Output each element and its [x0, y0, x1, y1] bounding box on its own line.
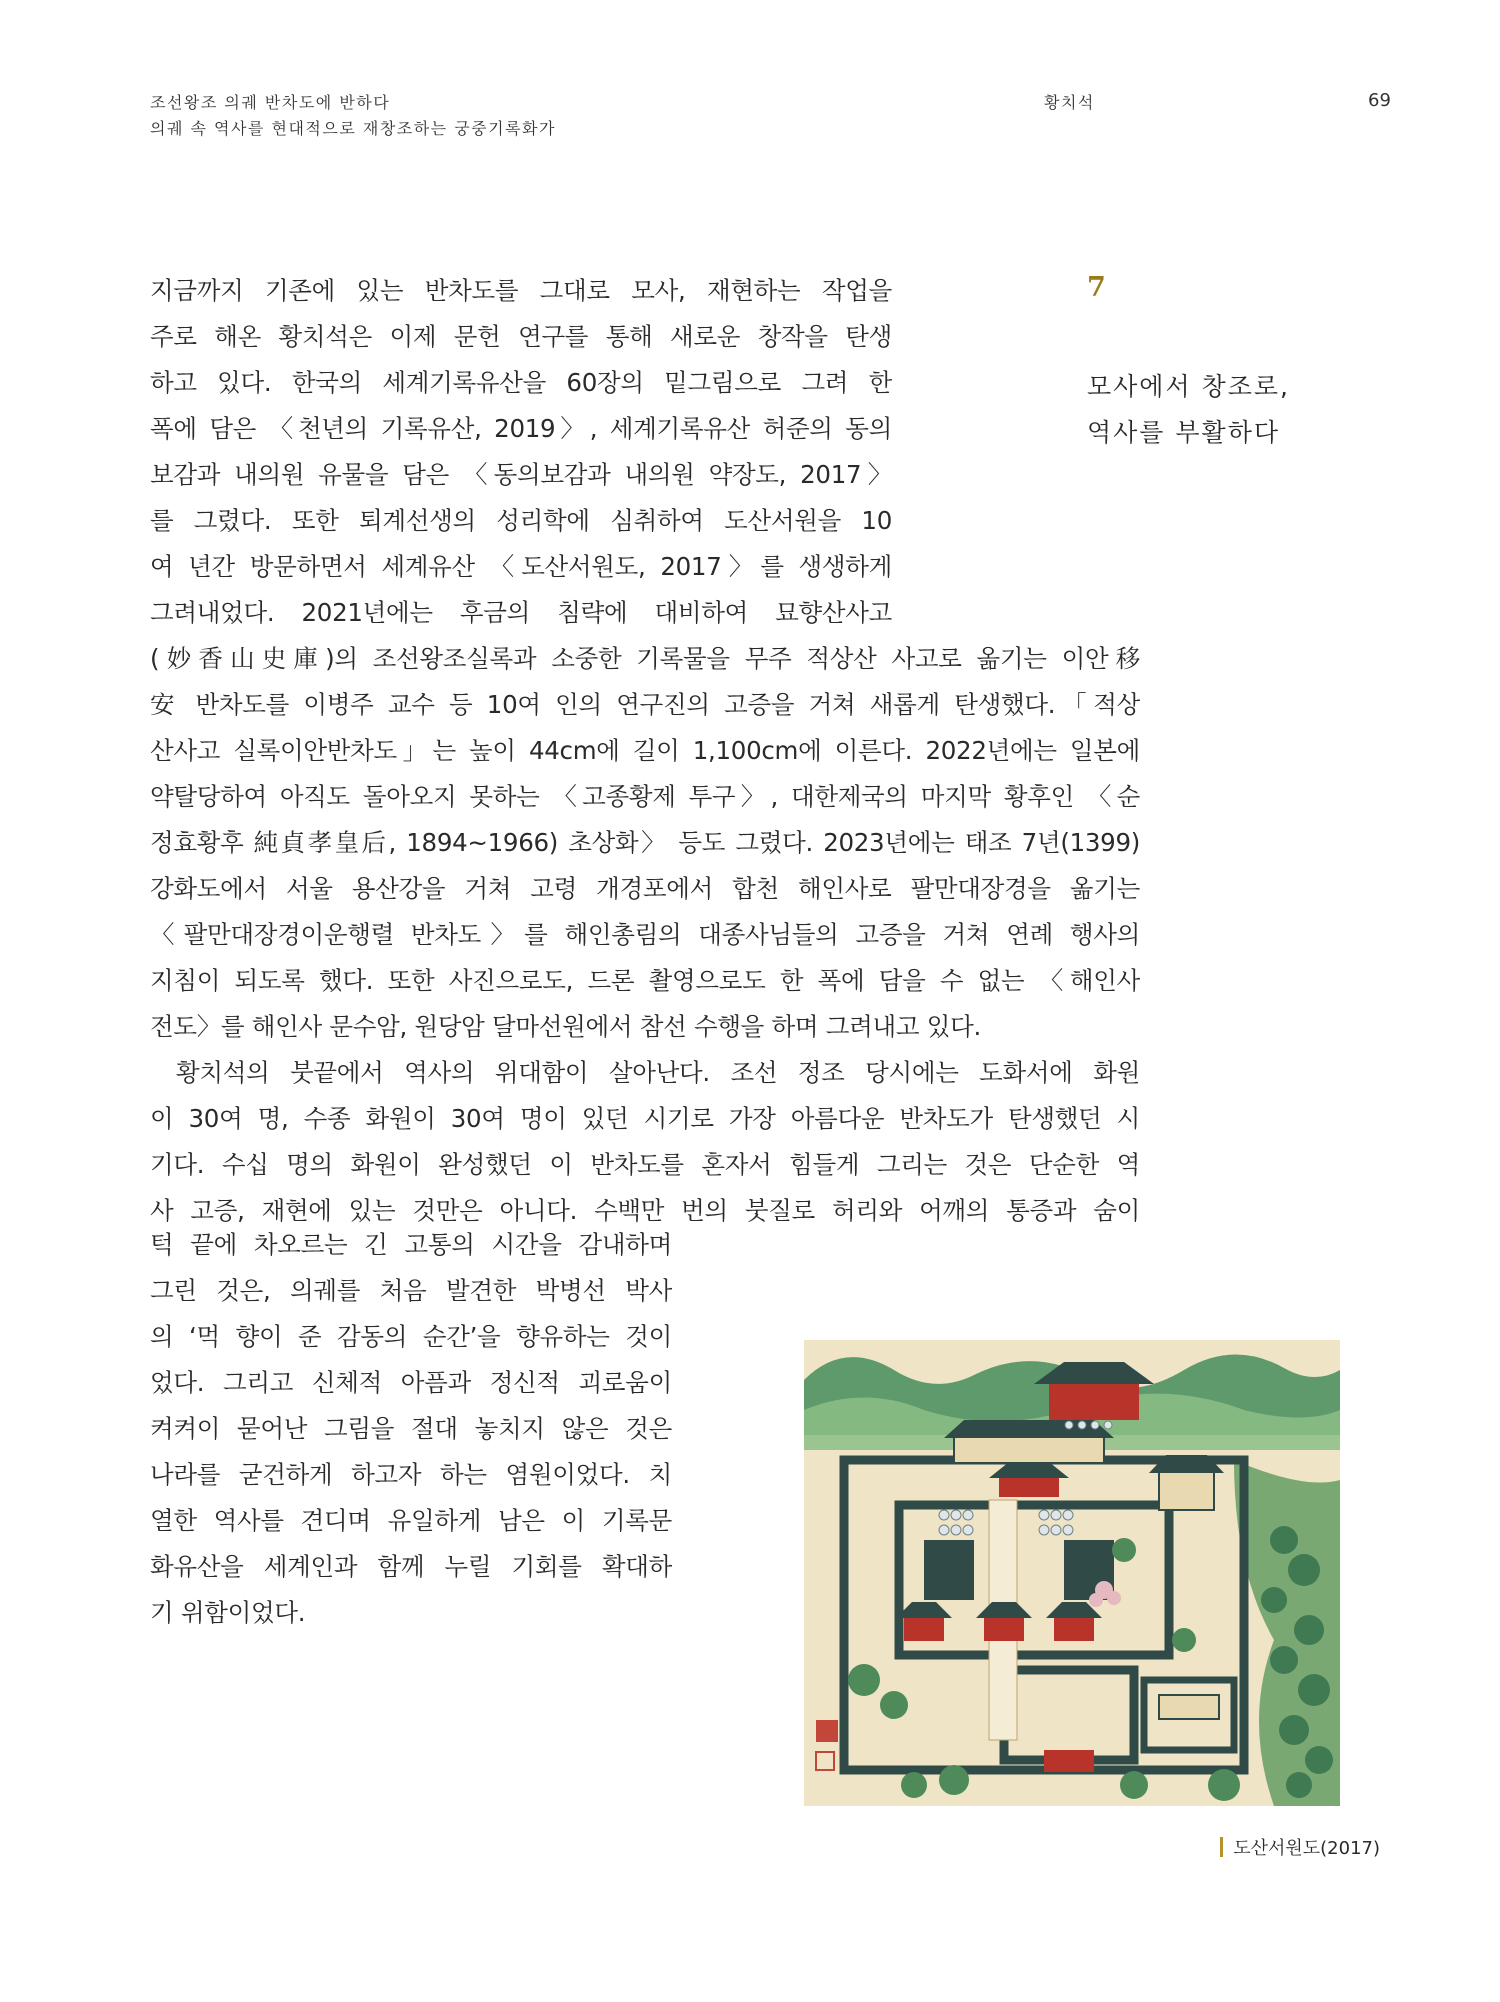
body-paragraph-closing — [150, 1222, 672, 1636]
text-line: 었다. 그리고 신체적 아픔과 정신적 괴로움이 — [150, 1368, 672, 1397]
text-line: 화유산을 세계인과 함께 누릴 기회를 확대하 — [150, 1552, 672, 1581]
text-line: 기다. 수십 명의 화원이 완성했던 이 반차도를 혼자서 힘들게 그리는 것은 단순한 역 — [150, 1150, 1140, 1179]
text-line: 하고 있다. 한국의 세계기록유산을 60장의 밑그림으로 그려 한 — [150, 368, 892, 397]
text-line: 나라를 굳건하게 하고자 하는 염원이었다. 치 — [150, 1460, 672, 1489]
text-line: 산사고 실록이안반차도」는 높이 44cm에 길이 1,100cm에 이른다. 2022년에는 일본에 — [150, 736, 1140, 765]
text-line: 사 고증, 재현에 있는 것만은 아니다. 수백만 번의 붓질로 허리와 어깨의 통증과 숨이 — [150, 1196, 1140, 1225]
text-line: (妙香山史庫)의 조선왕조실록과 소중한 기록물을 무주 적상산 사고로 옮기는 이안移 — [150, 644, 1140, 673]
text-line: 여 년간 방문하면서 세계유산 〈도산서원도, 2017〉를 생생하게 — [150, 552, 892, 581]
text-line: 安 반차도를 이병주 교수 등 10여 인의 연구진의 고증을 거쳐 새롭게 탄생했다.「적상 — [150, 690, 1140, 719]
section-title-line: 역사를 부활하다 — [1087, 418, 1280, 447]
text-line: 강화도에서 서울 용산강을 거쳐 고령 개경포에서 합천 해인사로 팔만대장경을 옮기는 — [150, 874, 1140, 903]
text-line: 〈팔만대장경이운행렬 반차도〉를 해인총림의 대종사님들의 고증을 거쳐 연례 행사의 — [150, 920, 1140, 949]
text-line: 지금까지 기존에 있는 반차도를 그대로 모사, 재현하는 작업을 — [150, 276, 892, 305]
text-line: 약탈당하여 아직도 돌아오지 못하는 〈고종황제 투구〉, 대한제국의 마지막 황후인 〈순 — [150, 782, 1140, 811]
dosan-seowon-painting — [804, 1340, 1340, 1806]
text-line: 황치석의 붓끝에서 역사의 위대함이 살아난다. 조선 정조 당시에는 도화서에 화원 — [176, 1058, 1140, 1087]
text-line: 턱 끝에 차오르는 긴 고통의 시간을 감내하며 — [150, 1230, 672, 1259]
text-line: 기 위함이었다. — [150, 1598, 306, 1627]
book-subtitle: 의궤 속 역사를 현대적으로 재창조하는 궁중기록화가 — [150, 119, 556, 138]
text-line: 이 30여 명, 수종 화원이 30여 명이 있던 시기로 가장 아름다운 반차도가 탄생했던 시 — [150, 1104, 1140, 1133]
body-paragraph-main — [150, 636, 1140, 1234]
author-name: 황치석 — [1044, 93, 1095, 112]
text-line: 그린 것은, 의궤를 처음 발견한 박병선 박사 — [150, 1276, 672, 1305]
text-line: 켜켜이 묻어난 그림을 절대 놓치지 않은 것은 — [150, 1414, 672, 1443]
body-paragraph-intro — [150, 268, 892, 636]
section-title — [1087, 364, 1290, 456]
book-title: 조선왕조 의궤 반차도에 반하다 — [150, 93, 391, 112]
text-line: 전도〉를 해인사 문수암, 원당암 달마선원에서 참선 수행을 하며 그려내고 있다. — [150, 1012, 981, 1041]
text-line: 를 그렸다. 또한 퇴계선생의 성리학에 심취하여 도산서원을 10 — [150, 506, 892, 535]
text-line: 폭에 담은 〈천년의 기록유산, 2019〉, 세계기록유산 허준의 동의 — [150, 414, 892, 443]
text-line: 의 ‘먹 향이 준 감동의 순간’을 향유하는 것이 — [150, 1322, 672, 1351]
section-title-line: 모사에서 창조로, — [1087, 372, 1290, 401]
text-line: 그려내었다. 2021년에는 후금의 침략에 대비하여 묘향산사고 — [150, 598, 892, 627]
text-line: 보감과 내의원 유물을 담은 〈동의보감과 내의원 약장도, 2017〉 — [150, 460, 892, 489]
text-line: 열한 역사를 견디며 유일하게 남은 이 기록문 — [150, 1506, 672, 1535]
caption-bar — [1220, 1837, 1223, 1857]
text-line: 지침이 되도록 했다. 또한 사진으로도, 드론 촬영으로도 한 폭에 담을 수 없는 〈해인사 — [150, 966, 1140, 995]
page-number: 69 — [1368, 90, 1391, 111]
running-header — [150, 90, 556, 142]
caption-text: 도산서원도(2017) — [1233, 1838, 1380, 1859]
section-number: 7 — [1087, 272, 1106, 303]
figure-caption — [1220, 1834, 1380, 1860]
text-line: 주로 해온 황치석은 이제 문헌 연구를 통해 새로운 창작을 탄생 — [150, 322, 892, 351]
text-line: 정효황후 純貞孝皇后, 1894~1966) 초상화〉 등도 그렸다. 2023년에는 태조 7년(1399) — [150, 828, 1140, 857]
